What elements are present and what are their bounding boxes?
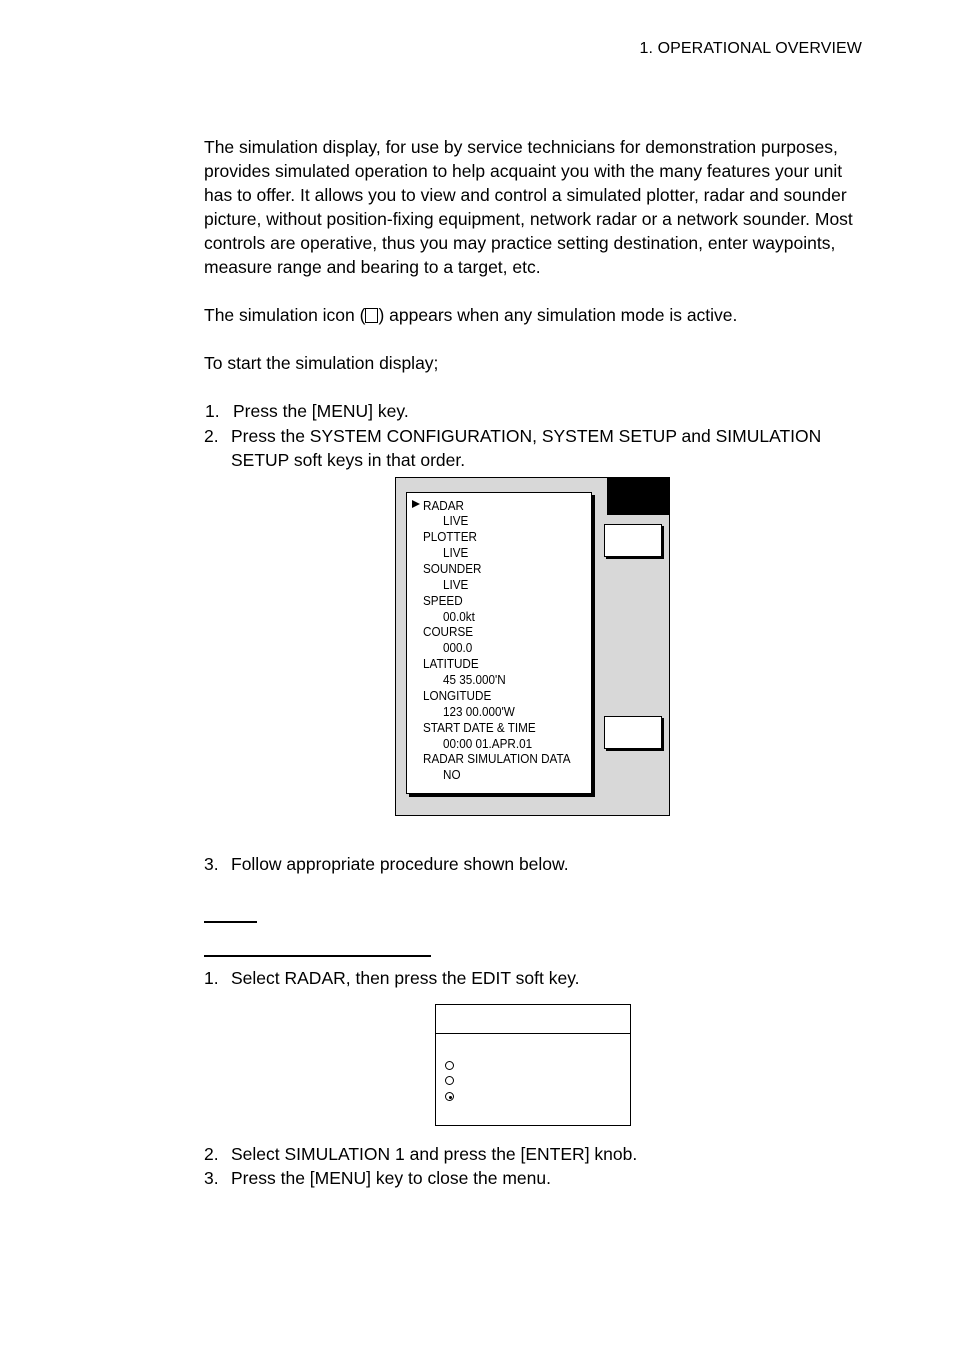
step-number: 3. (204, 854, 219, 874)
menu-value-plotter: LIVE (443, 545, 469, 560)
menu-title-tab (607, 477, 670, 515)
start-sentence: To start the simulation display; (204, 353, 439, 373)
menu-value-radar: LIVE (443, 513, 469, 528)
soft-key-upper[interactable] (604, 524, 662, 557)
menu-value-start-date-time: 00:00 01.APR.01 (443, 736, 533, 751)
radio-option-1[interactable] (445, 1061, 454, 1070)
soft-key-lower[interactable] (604, 716, 662, 749)
step-text: Follow appropriate procedure shown below. (231, 854, 569, 874)
menu-value-speed: 00.0kt (443, 609, 475, 624)
menu-item-radar-simulation-data[interactable]: RADAR SIMULATION DATA (423, 751, 571, 766)
radar-options-window (435, 1004, 631, 1126)
menu-item-speed[interactable]: SPEED (423, 593, 463, 608)
simulation-setup-screen (395, 477, 670, 816)
step-number: 2. (204, 426, 219, 446)
icon-sentence-start: The simulation icon ( (204, 305, 366, 325)
icon-sentence-end: ) appears when any simulation mode is active. (378, 305, 738, 325)
step-number: 2. (204, 1144, 219, 1164)
options-title-divider (436, 1033, 630, 1034)
step-number: 3. (204, 1168, 219, 1188)
section-heading-rule (204, 921, 257, 923)
chapter-header: 1. OPERATIONAL OVERVIEW (639, 40, 862, 57)
step-text: Press the [MENU] key to close the menu. (231, 1168, 551, 1188)
cursor-arrow-icon (412, 500, 420, 508)
menu-item-start-date-time[interactable]: START DATE & TIME (423, 720, 536, 735)
radio-option-2[interactable] (445, 1076, 454, 1085)
menu-item-radar[interactable]: RADAR (423, 498, 464, 513)
step-number: 1. (204, 968, 219, 988)
simulation-icon (365, 308, 378, 323)
step-number: 1. (205, 401, 220, 421)
step-text: Select RADAR, then press the EDIT soft key. (231, 968, 580, 988)
menu-item-course[interactable]: COURSE (423, 624, 474, 639)
radio-selected-dot (449, 1096, 452, 1099)
menu-value-sounder: LIVE (443, 577, 469, 592)
step-text: Select SIMULATION 1 and press the [ENTER] knob. (231, 1144, 638, 1164)
simulation-menu-panel (406, 492, 592, 794)
step-text: Press the SYSTEM CONFIGURATION, SYSTEM SETUP and SIMULATION SETUP soft keys in that order. (231, 426, 822, 470)
menu-item-sounder[interactable]: SOUNDER (423, 561, 482, 576)
icon-sentence (204, 303, 864, 327)
menu-value-longitude: 123 00.000'W (443, 704, 515, 719)
menu-value-course: 000.0 (443, 640, 473, 655)
menu-item-latitude[interactable]: LATITUDE (423, 656, 479, 671)
menu-value-latitude: 45 35.000'N (443, 672, 506, 687)
subsection-heading-rule (204, 955, 431, 957)
step-text: Press the [MENU] key. (233, 401, 409, 421)
menu-item-plotter[interactable]: PLOTTER (423, 529, 477, 544)
menu-item-longitude[interactable]: LONGITUDE (423, 688, 492, 703)
radio-option-3-selected[interactable] (445, 1092, 454, 1101)
menu-value-radar-simulation-data: NO (443, 767, 461, 782)
intro-paragraph: The simulation display, for use by service technicians for demonstration purposes, provides simulated operation to help acquaint you with the many features your unit has to offer. It allows you to view and control a simulated plotter, radar and sounder picture, without position-fixing equipment, network radar or a network sounder. Most controls are operative, thus you may practice setting destination, enter waypoints, measure range and bearing to a target, etc. (204, 137, 853, 277)
